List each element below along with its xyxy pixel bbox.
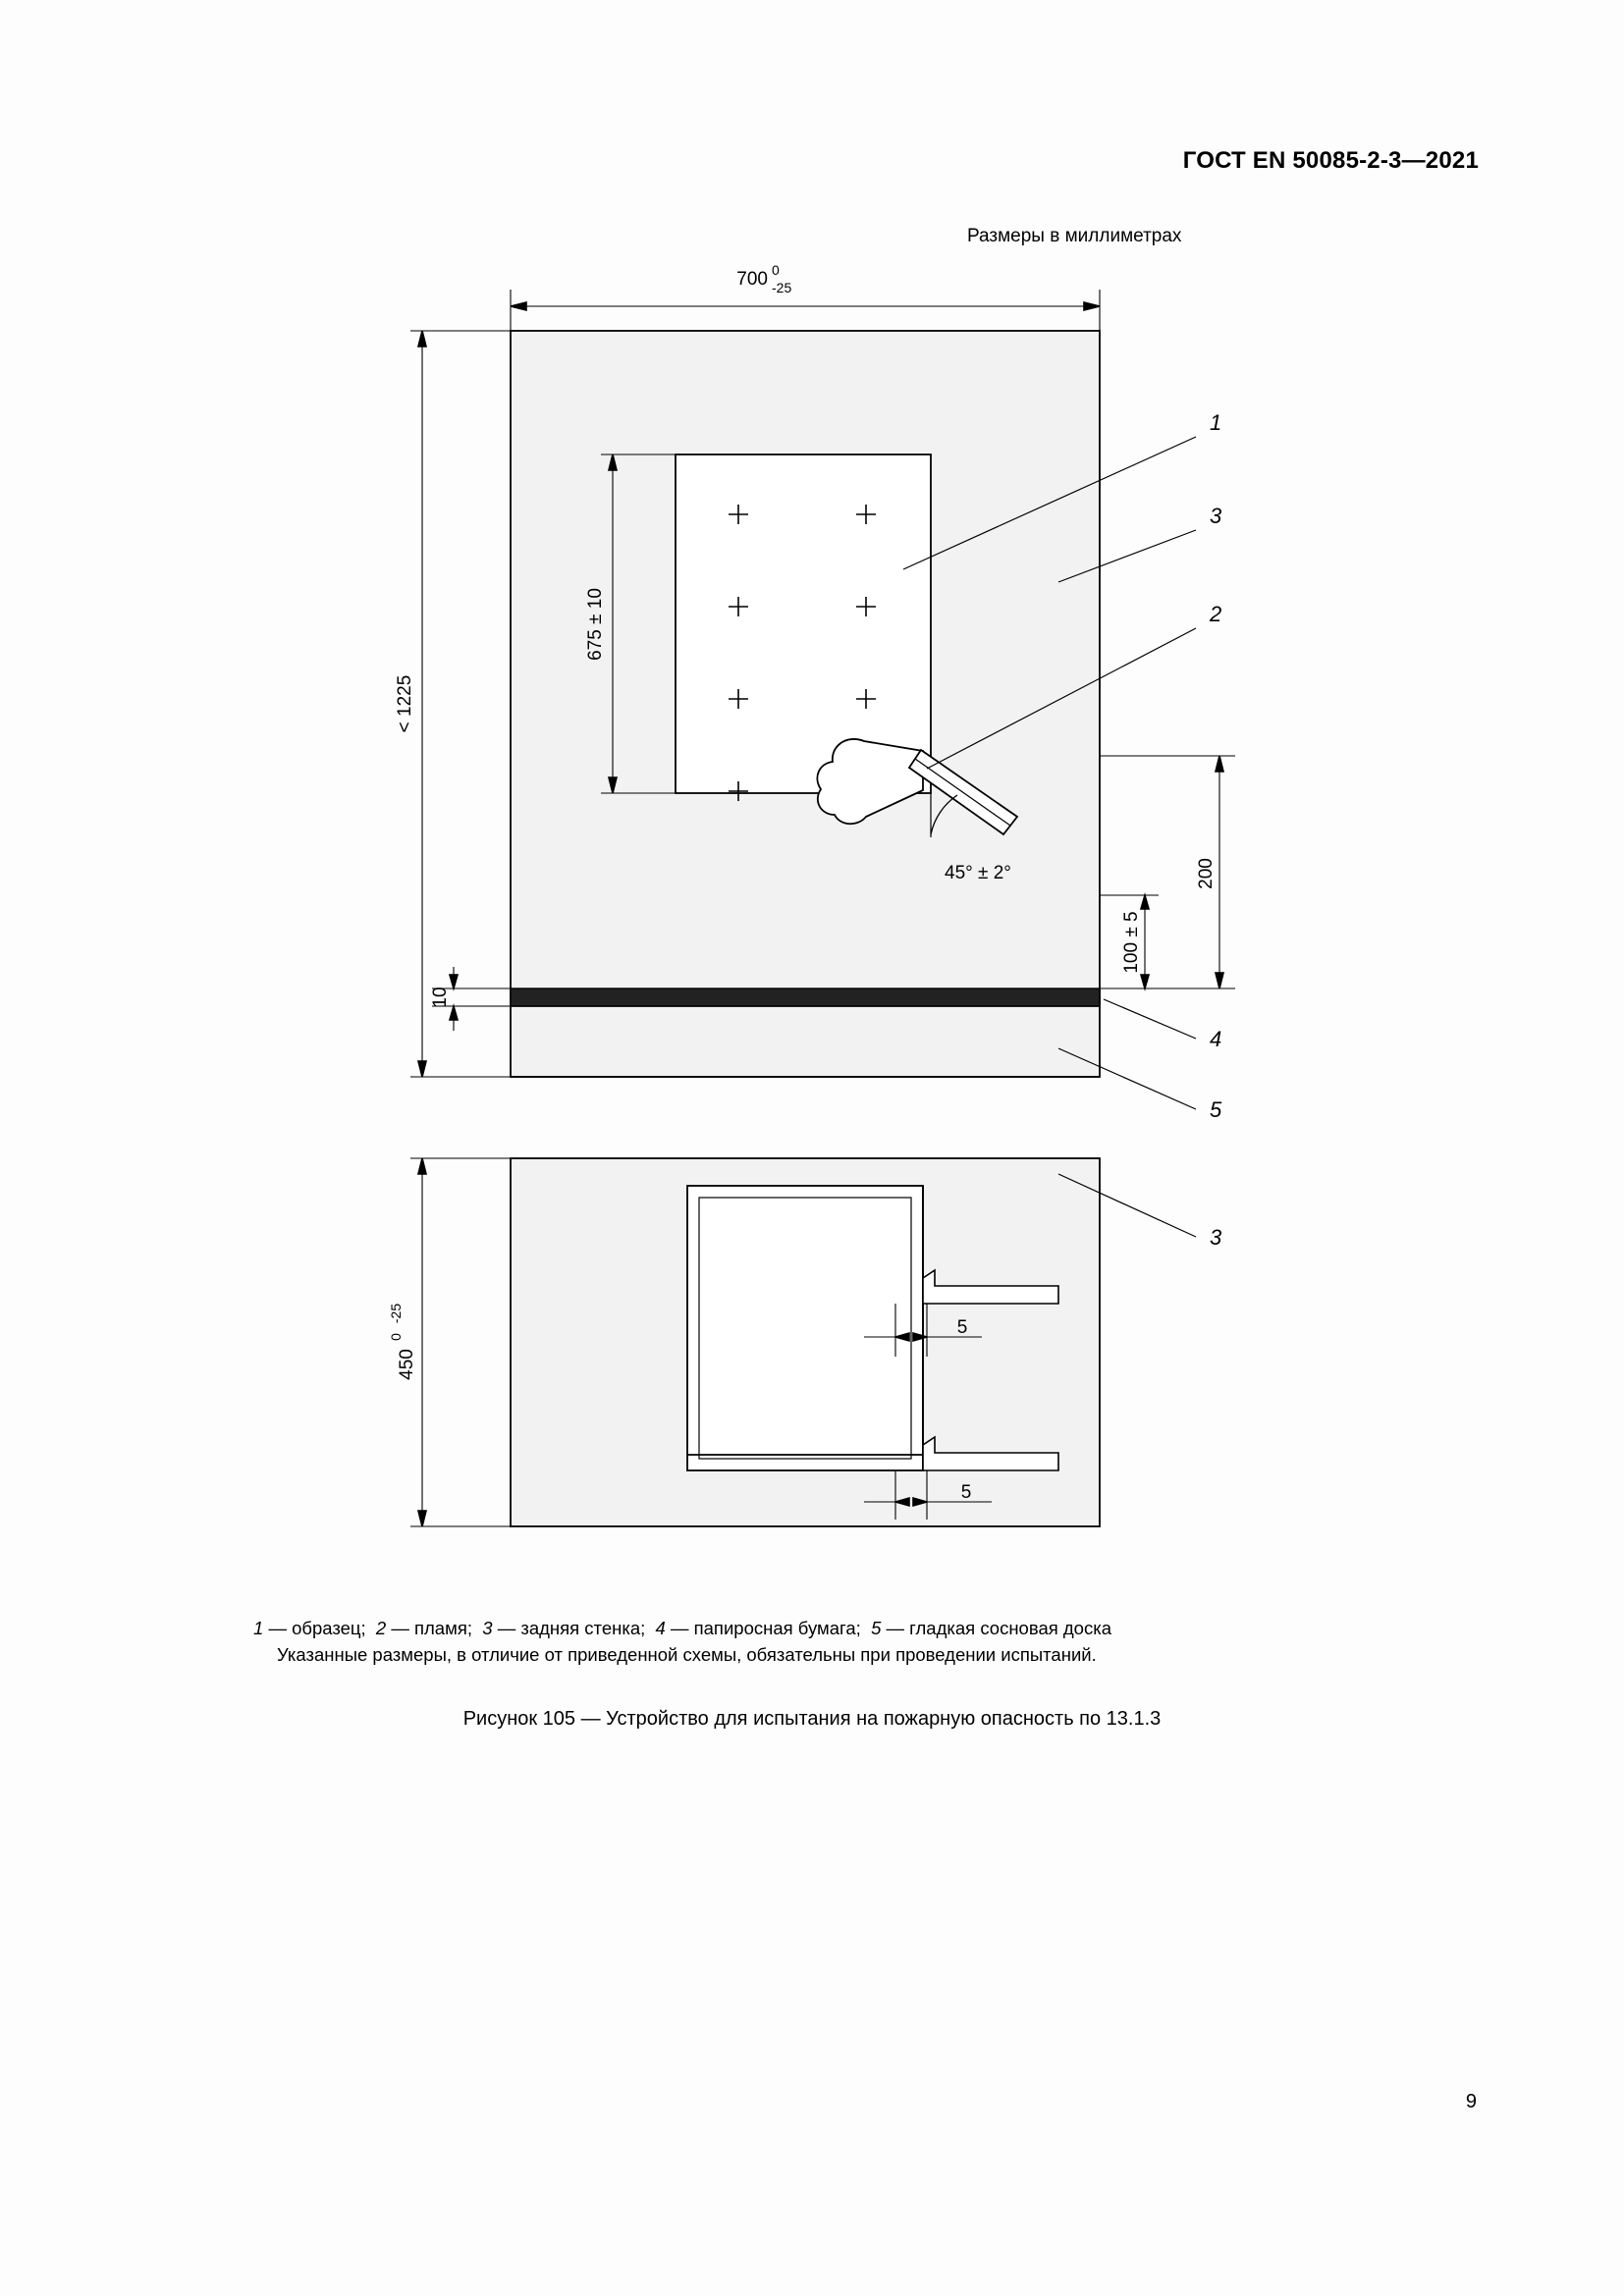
legend-num-1: 1 bbox=[253, 1618, 264, 1638]
dim-1225: < 1225 bbox=[395, 674, 415, 733]
callout-5: 5 bbox=[1210, 1097, 1222, 1122]
page-number: 9 bbox=[1465, 2091, 1477, 2112]
dim-450-sup: 0 bbox=[388, 1333, 404, 1341]
dim-450-value: 450 bbox=[397, 1349, 417, 1380]
legend-note: Указанные размеры, в отличие от приведенной схемы, обязательны при проведении испытаний. bbox=[277, 1644, 1097, 1665]
callout-4: 4 bbox=[1210, 1027, 1222, 1051]
units-note: Размеры в миллиметрах bbox=[967, 226, 1182, 246]
dim-675: 675 ± 10 bbox=[585, 588, 606, 661]
figure-caption: Рисунок 105 — Устройство для испытания на пожарную опасность по 13.1.3 bbox=[462, 1708, 1162, 1730]
dim-angle-45: 45° ± 2° bbox=[945, 863, 1011, 883]
dim-5-bottom: 5 bbox=[960, 1482, 972, 1503]
standard-header: ГОСТ EN 50085-2-3—2021 bbox=[1182, 147, 1479, 174]
callout-1: 1 bbox=[1210, 410, 1222, 435]
dim-100: 100 ± 5 bbox=[1121, 911, 1142, 974]
callout-3-bottom: 3 bbox=[1210, 1225, 1222, 1250]
callout-2: 2 bbox=[1210, 602, 1222, 626]
dim-700-value: 700 bbox=[736, 269, 768, 290]
legend-text-3: — задняя стенка; bbox=[497, 1618, 646, 1638]
dim-5-top: 5 bbox=[956, 1317, 968, 1338]
legend-text-1: — образец; bbox=[268, 1618, 366, 1638]
legend-text-4: — папиросная бумага; bbox=[670, 1618, 861, 1638]
legend-num-3: 3 bbox=[482, 1618, 493, 1638]
legend-text-5: — гладкая сосновая доска bbox=[886, 1618, 1112, 1638]
dim-10: 10 bbox=[430, 987, 451, 1008]
dim-200: 200 bbox=[1196, 858, 1217, 889]
legend-num-4: 4 bbox=[655, 1618, 666, 1638]
legend-num-2: 2 bbox=[375, 1618, 387, 1638]
dim-450-sub: -25 bbox=[388, 1303, 404, 1324]
callout-3-top: 3 bbox=[1210, 504, 1222, 528]
dim-700-sup: 0 bbox=[772, 262, 780, 278]
legend-num-5: 5 bbox=[871, 1618, 882, 1638]
legend-text-2: — пламя; bbox=[391, 1618, 472, 1638]
figure-drawing bbox=[0, 245, 1624, 1620]
dim-700-sub: -25 bbox=[772, 280, 792, 295]
figure-legend bbox=[253, 1615, 1373, 1668]
